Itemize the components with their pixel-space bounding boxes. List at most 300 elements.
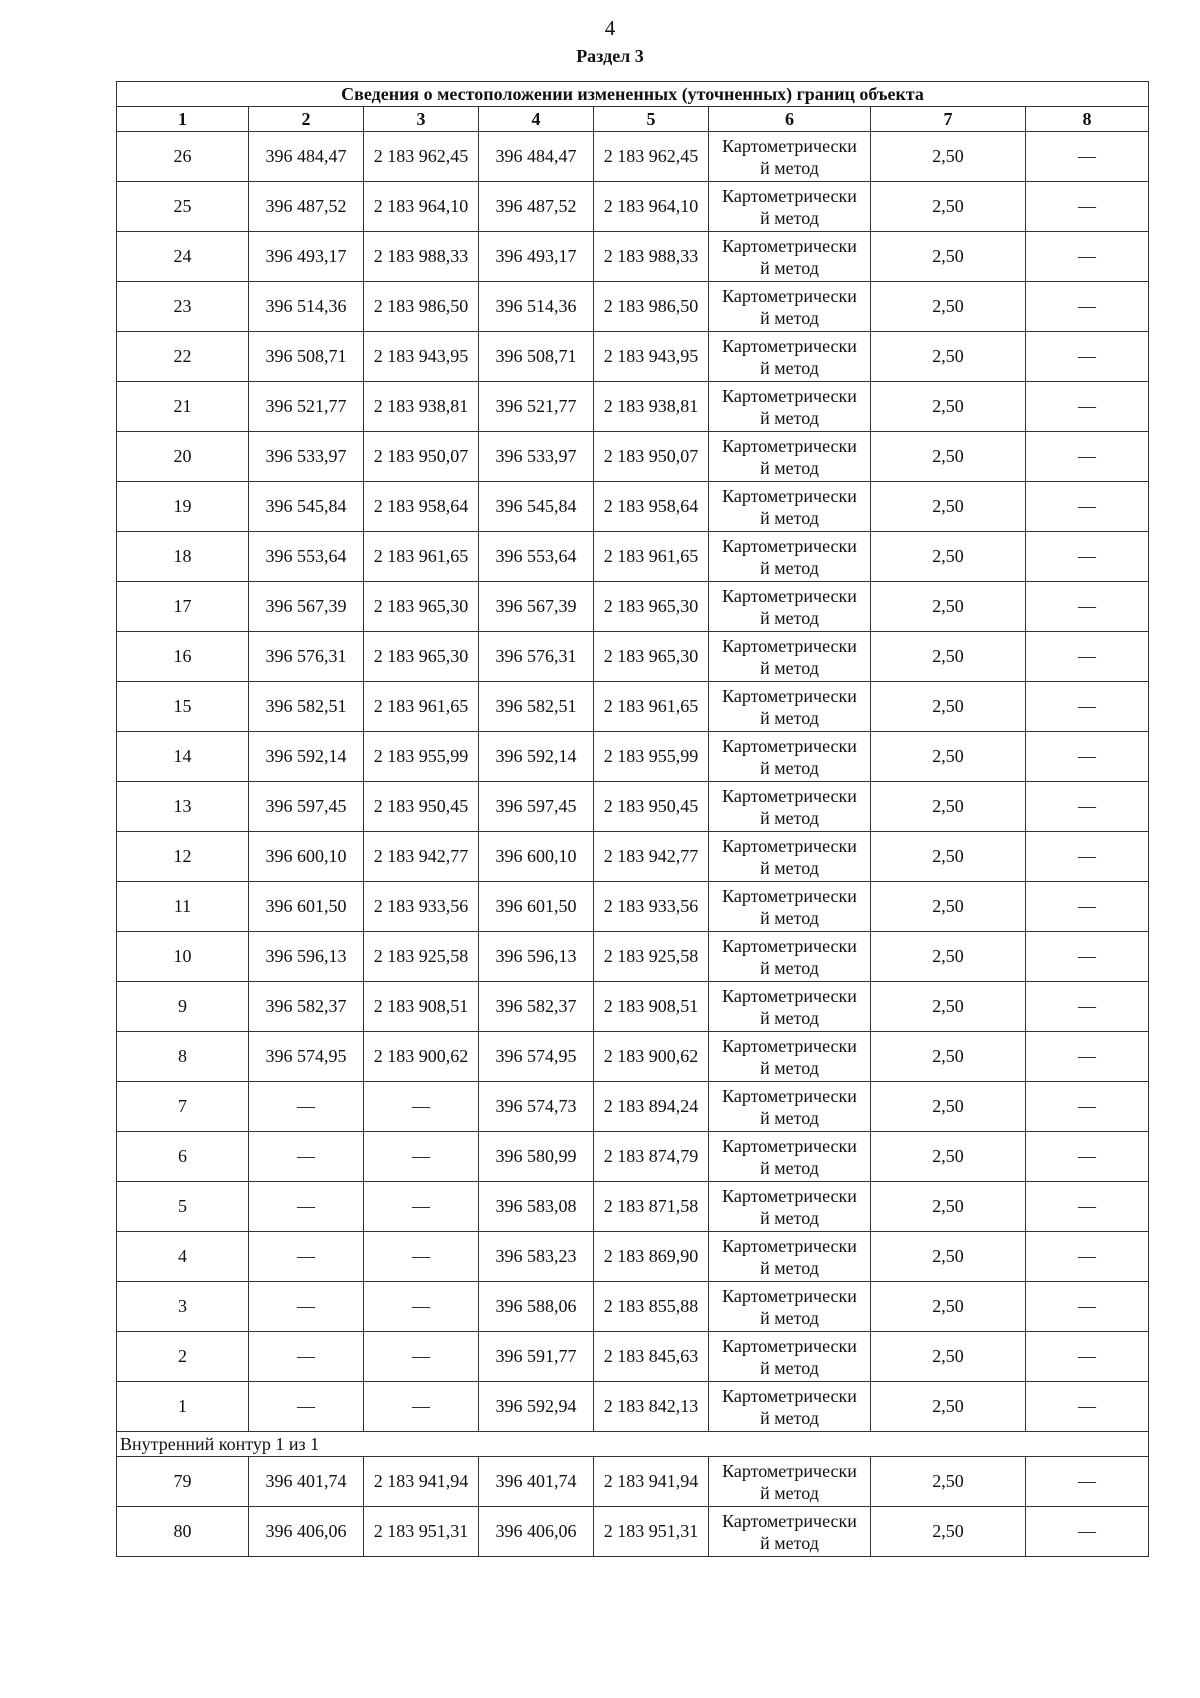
method-line: Картометрически <box>722 435 857 456</box>
determination-method <box>709 1332 871 1382</box>
accuracy-value: 2,50 <box>871 882 1026 932</box>
method-line: й метод <box>760 707 819 728</box>
refined-x-coordinate: 396 574,95 <box>479 1032 594 1082</box>
determination-method <box>709 832 871 882</box>
determination-method <box>709 782 871 832</box>
point-number: 3 <box>117 1282 249 1332</box>
existing-x-coordinate: 396 582,51 <box>249 682 364 732</box>
refined-x-coordinate: 396 521,77 <box>479 382 594 432</box>
refined-y-coordinate: 2 183 900,62 <box>594 1032 709 1082</box>
accuracy-value: 2,50 <box>871 1032 1026 1082</box>
existing-x-coordinate: 396 508,71 <box>249 332 364 382</box>
refined-y-coordinate: 2 183 925,58 <box>594 932 709 982</box>
existing-y-coordinate: — <box>364 1182 479 1232</box>
note-dash: — <box>1026 982 1149 1032</box>
point-number: 9 <box>117 982 249 1032</box>
point-number: 6 <box>117 1132 249 1182</box>
determination-method <box>709 932 871 982</box>
column-number: 1 <box>117 107 249 132</box>
accuracy-value: 2,50 <box>871 282 1026 332</box>
existing-y-coordinate: 2 183 965,30 <box>364 632 479 682</box>
table-row <box>117 882 1149 932</box>
method-line: Картометрически <box>722 1185 857 1206</box>
note-dash: — <box>1026 1082 1149 1132</box>
determination-method <box>709 682 871 732</box>
refined-x-coordinate: 396 596,13 <box>479 932 594 982</box>
determination-method <box>709 982 871 1032</box>
point-number: 24 <box>117 232 249 282</box>
table-row <box>117 382 1149 432</box>
note-dash: — <box>1026 1332 1149 1382</box>
refined-x-coordinate: 396 597,45 <box>479 782 594 832</box>
page-number: 4 <box>604 16 616 40</box>
table-row <box>117 1332 1149 1382</box>
method-line: Картометрически <box>722 835 857 856</box>
determination-method <box>709 182 871 232</box>
existing-x-coordinate: 396 582,37 <box>249 982 364 1032</box>
table-row <box>117 932 1149 982</box>
existing-y-coordinate: 2 183 961,65 <box>364 682 479 732</box>
table-row <box>117 1282 1149 1332</box>
method-line: Картометрически <box>722 1460 857 1481</box>
note-dash: — <box>1026 332 1149 382</box>
existing-x-coordinate: — <box>249 1282 364 1332</box>
existing-x-coordinate: 396 487,52 <box>249 182 364 232</box>
point-number: 26 <box>117 132 249 182</box>
note-dash: — <box>1026 632 1149 682</box>
accuracy-value: 2,50 <box>871 332 1026 382</box>
existing-y-coordinate: 2 183 988,33 <box>364 232 479 282</box>
method-line: й метод <box>760 1357 819 1378</box>
method-line: Картометрически <box>722 935 857 956</box>
existing-y-coordinate: — <box>364 1082 479 1132</box>
accuracy-value: 2,50 <box>871 1182 1026 1232</box>
existing-y-coordinate: 2 183 941,94 <box>364 1457 479 1507</box>
note-dash: — <box>1026 1032 1149 1082</box>
point-number: 79 <box>117 1457 249 1507</box>
determination-method <box>709 332 871 382</box>
accuracy-value: 2,50 <box>871 582 1026 632</box>
existing-x-coordinate: 396 533,97 <box>249 432 364 482</box>
accuracy-value: 2,50 <box>871 532 1026 582</box>
method-line: й метод <box>760 507 819 528</box>
inner-contour-rows <box>117 1457 1149 1557</box>
note-dash: — <box>1026 1282 1149 1332</box>
refined-y-coordinate: 2 183 958,64 <box>594 482 709 532</box>
existing-x-coordinate: — <box>249 1332 364 1382</box>
method-line: Картометрически <box>722 235 857 256</box>
table-row <box>117 632 1149 682</box>
method-line: Картометрически <box>722 1385 857 1406</box>
determination-method <box>709 1282 871 1332</box>
point-number: 16 <box>117 632 249 682</box>
existing-y-coordinate: 2 183 951,31 <box>364 1507 479 1557</box>
refined-x-coordinate: 396 493,17 <box>479 232 594 282</box>
refined-x-coordinate: 396 582,51 <box>479 682 594 732</box>
method-line: й метод <box>760 857 819 878</box>
inner-contour-row <box>117 1432 1149 1457</box>
refined-x-coordinate: 396 592,14 <box>479 732 594 782</box>
existing-y-coordinate: 2 183 964,10 <box>364 182 479 232</box>
accuracy-value: 2,50 <box>871 682 1026 732</box>
method-line: й метод <box>760 457 819 478</box>
refined-y-coordinate: 2 183 908,51 <box>594 982 709 1032</box>
column-number: 6 <box>709 107 871 132</box>
table-row <box>117 832 1149 882</box>
determination-method <box>709 432 871 482</box>
refined-y-coordinate: 2 183 965,30 <box>594 582 709 632</box>
point-number: 80 <box>117 1507 249 1557</box>
refined-y-coordinate: 2 183 964,10 <box>594 182 709 232</box>
point-number: 22 <box>117 332 249 382</box>
method-line: й метод <box>760 807 819 828</box>
determination-method <box>709 582 871 632</box>
determination-method <box>709 1032 871 1082</box>
determination-method <box>709 1232 871 1282</box>
column-number: 7 <box>871 107 1026 132</box>
refined-y-coordinate: 2 183 986,50 <box>594 282 709 332</box>
method-line: Картометрически <box>722 585 857 606</box>
existing-x-coordinate: 396 576,31 <box>249 632 364 682</box>
existing-y-coordinate: 2 183 950,07 <box>364 432 479 482</box>
refined-y-coordinate: 2 183 855,88 <box>594 1282 709 1332</box>
refined-y-coordinate: 2 183 871,58 <box>594 1182 709 1232</box>
column-number: 3 <box>364 107 479 132</box>
note-dash: — <box>1026 882 1149 932</box>
point-number: 8 <box>117 1032 249 1082</box>
existing-x-coordinate: 396 600,10 <box>249 832 364 882</box>
section-title: Раздел 3 <box>576 46 644 66</box>
method-line: Картометрически <box>722 185 857 206</box>
existing-x-coordinate: 396 574,95 <box>249 1032 364 1082</box>
method-line: й метод <box>760 357 819 378</box>
method-line: Картометрически <box>722 535 857 556</box>
determination-method <box>709 1132 871 1182</box>
table-caption-row <box>117 82 1149 107</box>
existing-y-coordinate: 2 183 958,64 <box>364 482 479 532</box>
table-row <box>117 1382 1149 1432</box>
method-line: Картометрически <box>722 1035 857 1056</box>
refined-y-coordinate: 2 183 950,45 <box>594 782 709 832</box>
column-number: 2 <box>249 107 364 132</box>
existing-y-coordinate: — <box>364 1132 479 1182</box>
note-dash: — <box>1026 232 1149 282</box>
existing-y-coordinate: 2 183 943,95 <box>364 332 479 382</box>
note-dash: — <box>1026 532 1149 582</box>
method-line: й метод <box>760 307 819 328</box>
accuracy-value: 2,50 <box>871 982 1026 1032</box>
table-row <box>117 1082 1149 1132</box>
refined-x-coordinate: 396 508,71 <box>479 332 594 382</box>
existing-x-coordinate: 396 521,77 <box>249 382 364 432</box>
note-dash: — <box>1026 932 1149 982</box>
accuracy-value: 2,50 <box>871 1457 1026 1507</box>
determination-method <box>709 882 871 932</box>
table-row <box>117 132 1149 182</box>
refined-y-coordinate: 2 183 988,33 <box>594 232 709 282</box>
refined-x-coordinate: 396 553,64 <box>479 532 594 582</box>
determination-method <box>709 1457 871 1507</box>
refined-x-coordinate: 396 583,23 <box>479 1232 594 1282</box>
method-line: й метод <box>760 1307 819 1328</box>
existing-y-coordinate: 2 183 950,45 <box>364 782 479 832</box>
column-number-row <box>117 107 1149 132</box>
existing-x-coordinate: — <box>249 1182 364 1232</box>
note-dash: — <box>1026 682 1149 732</box>
refined-y-coordinate: 2 183 869,90 <box>594 1232 709 1282</box>
column-number: 8 <box>1026 107 1149 132</box>
existing-x-coordinate: 396 596,13 <box>249 932 364 982</box>
accuracy-value: 2,50 <box>871 1082 1026 1132</box>
accuracy-value: 2,50 <box>871 1332 1026 1382</box>
point-number: 15 <box>117 682 249 732</box>
existing-x-coordinate: 396 406,06 <box>249 1507 364 1557</box>
table-row <box>117 682 1149 732</box>
existing-x-coordinate: — <box>249 1132 364 1182</box>
method-line: й метод <box>760 257 819 278</box>
method-line: й метод <box>760 657 819 678</box>
refined-x-coordinate: 396 582,37 <box>479 982 594 1032</box>
existing-x-coordinate: 396 553,64 <box>249 532 364 582</box>
point-number: 13 <box>117 782 249 832</box>
point-number: 17 <box>117 582 249 632</box>
existing-x-coordinate: — <box>249 1082 364 1132</box>
refined-y-coordinate: 2 183 965,30 <box>594 632 709 682</box>
refined-y-coordinate: 2 183 874,79 <box>594 1132 709 1182</box>
method-line: Картометрически <box>722 985 857 1006</box>
inner-contour-section <box>117 1432 1149 1457</box>
existing-y-coordinate: 2 183 925,58 <box>364 932 479 982</box>
point-number: 21 <box>117 382 249 432</box>
method-line: й метод <box>760 1482 819 1503</box>
refined-y-coordinate: 2 183 894,24 <box>594 1082 709 1132</box>
point-number: 18 <box>117 532 249 582</box>
refined-x-coordinate: 396 592,94 <box>479 1382 594 1432</box>
existing-x-coordinate: 396 592,14 <box>249 732 364 782</box>
point-number: 19 <box>117 482 249 532</box>
determination-method <box>709 132 871 182</box>
table-row <box>117 332 1149 382</box>
existing-x-coordinate: 396 401,74 <box>249 1457 364 1507</box>
method-line: Картометрически <box>722 635 857 656</box>
table-caption: Сведения о местоположении измененных (уточненных) границ объекта <box>117 82 1149 107</box>
refined-x-coordinate: 396 567,39 <box>479 582 594 632</box>
method-line: Картометрически <box>722 1135 857 1156</box>
existing-y-coordinate: 2 183 955,99 <box>364 732 479 782</box>
method-line: й метод <box>760 1207 819 1228</box>
existing-x-coordinate: 396 597,45 <box>249 782 364 832</box>
method-line: Картометрически <box>722 785 857 806</box>
existing-x-coordinate: — <box>249 1232 364 1282</box>
determination-method <box>709 382 871 432</box>
existing-y-coordinate: 2 183 942,77 <box>364 832 479 882</box>
inner-contour-label: Внутренний контур 1 из 1 <box>117 1432 1149 1457</box>
table-row <box>117 982 1149 1032</box>
accuracy-value: 2,50 <box>871 632 1026 682</box>
method-line: Картометрически <box>722 1085 857 1106</box>
refined-x-coordinate: 396 514,36 <box>479 282 594 332</box>
table-row <box>117 782 1149 832</box>
method-line: й метод <box>760 907 819 928</box>
determination-method <box>709 232 871 282</box>
point-number: 20 <box>117 432 249 482</box>
existing-x-coordinate: — <box>249 1382 364 1432</box>
point-number: 25 <box>117 182 249 232</box>
method-line: й метод <box>760 1057 819 1078</box>
existing-x-coordinate: 396 545,84 <box>249 482 364 532</box>
existing-y-coordinate: 2 183 962,45 <box>364 132 479 182</box>
accuracy-value: 2,50 <box>871 782 1026 832</box>
refined-y-coordinate: 2 183 950,07 <box>594 432 709 482</box>
existing-y-coordinate: — <box>364 1382 479 1432</box>
note-dash: — <box>1026 432 1149 482</box>
determination-method <box>709 532 871 582</box>
note-dash: — <box>1026 132 1149 182</box>
accuracy-value: 2,50 <box>871 832 1026 882</box>
existing-y-coordinate: — <box>364 1332 479 1382</box>
method-line: й метод <box>760 207 819 228</box>
method-line: й метод <box>760 1407 819 1428</box>
refined-x-coordinate: 396 600,10 <box>479 832 594 882</box>
accuracy-value: 2,50 <box>871 432 1026 482</box>
refined-y-coordinate: 2 183 951,31 <box>594 1507 709 1557</box>
existing-y-coordinate: — <box>364 1232 479 1282</box>
determination-method <box>709 1507 871 1557</box>
accuracy-value: 2,50 <box>871 1132 1026 1182</box>
method-line: Картометрически <box>722 485 857 506</box>
accuracy-value: 2,50 <box>871 232 1026 282</box>
accuracy-value: 2,50 <box>871 932 1026 982</box>
method-line: Картометрически <box>722 1335 857 1356</box>
refined-x-coordinate: 396 580,99 <box>479 1132 594 1182</box>
note-dash: — <box>1026 582 1149 632</box>
existing-y-coordinate: — <box>364 1282 479 1332</box>
note-dash: — <box>1026 282 1149 332</box>
note-dash: — <box>1026 482 1149 532</box>
refined-x-coordinate: 396 576,31 <box>479 632 594 682</box>
table-row <box>117 732 1149 782</box>
column-number: 5 <box>594 107 709 132</box>
method-line: Картометрически <box>722 1510 857 1531</box>
table-row <box>117 1507 1149 1557</box>
method-line: Картометрически <box>722 885 857 906</box>
accuracy-value: 2,50 <box>871 382 1026 432</box>
accuracy-value: 2,50 <box>871 732 1026 782</box>
method-line: й метод <box>760 407 819 428</box>
refined-x-coordinate: 396 591,77 <box>479 1332 594 1382</box>
refined-x-coordinate: 396 533,97 <box>479 432 594 482</box>
point-number: 12 <box>117 832 249 882</box>
point-number: 2 <box>117 1332 249 1382</box>
boundary-coordinates-table <box>116 81 1149 1557</box>
note-dash: — <box>1026 1507 1149 1557</box>
refined-y-coordinate: 2 183 961,65 <box>594 532 709 582</box>
method-line: Картометрически <box>722 285 857 306</box>
refined-y-coordinate: 2 183 961,65 <box>594 682 709 732</box>
existing-x-coordinate: 396 601,50 <box>249 882 364 932</box>
note-dash: — <box>1026 782 1149 832</box>
method-line: й метод <box>760 1532 819 1553</box>
method-line: Картометрически <box>722 135 857 156</box>
table-row <box>117 432 1149 482</box>
accuracy-value: 2,50 <box>871 1232 1026 1282</box>
point-number: 5 <box>117 1182 249 1232</box>
table-row <box>117 582 1149 632</box>
determination-method <box>709 1382 871 1432</box>
method-line: Картометрически <box>722 385 857 406</box>
method-line: й метод <box>760 1157 819 1178</box>
accuracy-value: 2,50 <box>871 1282 1026 1332</box>
refined-x-coordinate: 396 583,08 <box>479 1182 594 1232</box>
note-dash: — <box>1026 1457 1149 1507</box>
existing-y-coordinate: 2 183 933,56 <box>364 882 479 932</box>
point-number: 11 <box>117 882 249 932</box>
accuracy-value: 2,50 <box>871 132 1026 182</box>
method-line: й метод <box>760 757 819 778</box>
refined-x-coordinate: 396 601,50 <box>479 882 594 932</box>
note-dash: — <box>1026 732 1149 782</box>
existing-x-coordinate: 396 514,36 <box>249 282 364 332</box>
accuracy-value: 2,50 <box>871 1382 1026 1432</box>
note-dash: — <box>1026 832 1149 882</box>
note-dash: — <box>1026 1232 1149 1282</box>
determination-method <box>709 732 871 782</box>
method-line: Картометрически <box>722 735 857 756</box>
refined-y-coordinate: 2 183 933,56 <box>594 882 709 932</box>
table-row <box>117 282 1149 332</box>
existing-x-coordinate: 396 567,39 <box>249 582 364 632</box>
point-number: 14 <box>117 732 249 782</box>
method-line: й метод <box>760 1107 819 1128</box>
refined-x-coordinate: 396 545,84 <box>479 482 594 532</box>
existing-y-coordinate: 2 183 938,81 <box>364 382 479 432</box>
refined-y-coordinate: 2 183 962,45 <box>594 132 709 182</box>
outer-contour-rows <box>117 132 1149 1432</box>
determination-method <box>709 1182 871 1232</box>
refined-x-coordinate: 396 588,06 <box>479 1282 594 1332</box>
existing-y-coordinate: 2 183 965,30 <box>364 582 479 632</box>
point-number: 10 <box>117 932 249 982</box>
method-line: й метод <box>760 1007 819 1028</box>
point-number: 1 <box>117 1382 249 1432</box>
point-number: 7 <box>117 1082 249 1132</box>
table-row <box>117 182 1149 232</box>
determination-method <box>709 1082 871 1132</box>
refined-y-coordinate: 2 183 941,94 <box>594 1457 709 1507</box>
table-row <box>117 232 1149 282</box>
existing-y-coordinate: 2 183 961,65 <box>364 532 479 582</box>
table-row <box>117 1457 1149 1507</box>
note-dash: — <box>1026 1382 1149 1432</box>
method-line: й метод <box>760 1257 819 1278</box>
table-row <box>117 1032 1149 1082</box>
refined-x-coordinate: 396 487,52 <box>479 182 594 232</box>
note-dash: — <box>1026 1182 1149 1232</box>
refined-y-coordinate: 2 183 955,99 <box>594 732 709 782</box>
refined-y-coordinate: 2 183 842,13 <box>594 1382 709 1432</box>
table-row <box>117 1182 1149 1232</box>
method-line: Картометрически <box>722 685 857 706</box>
existing-y-coordinate: 2 183 900,62 <box>364 1032 479 1082</box>
table-row <box>117 532 1149 582</box>
existing-x-coordinate: 396 493,17 <box>249 232 364 282</box>
refined-x-coordinate: 396 484,47 <box>479 132 594 182</box>
column-number: 4 <box>479 107 594 132</box>
refined-y-coordinate: 2 183 942,77 <box>594 832 709 882</box>
method-line: й метод <box>760 557 819 578</box>
method-line: Картометрически <box>722 1285 857 1306</box>
table-row <box>117 1232 1149 1282</box>
